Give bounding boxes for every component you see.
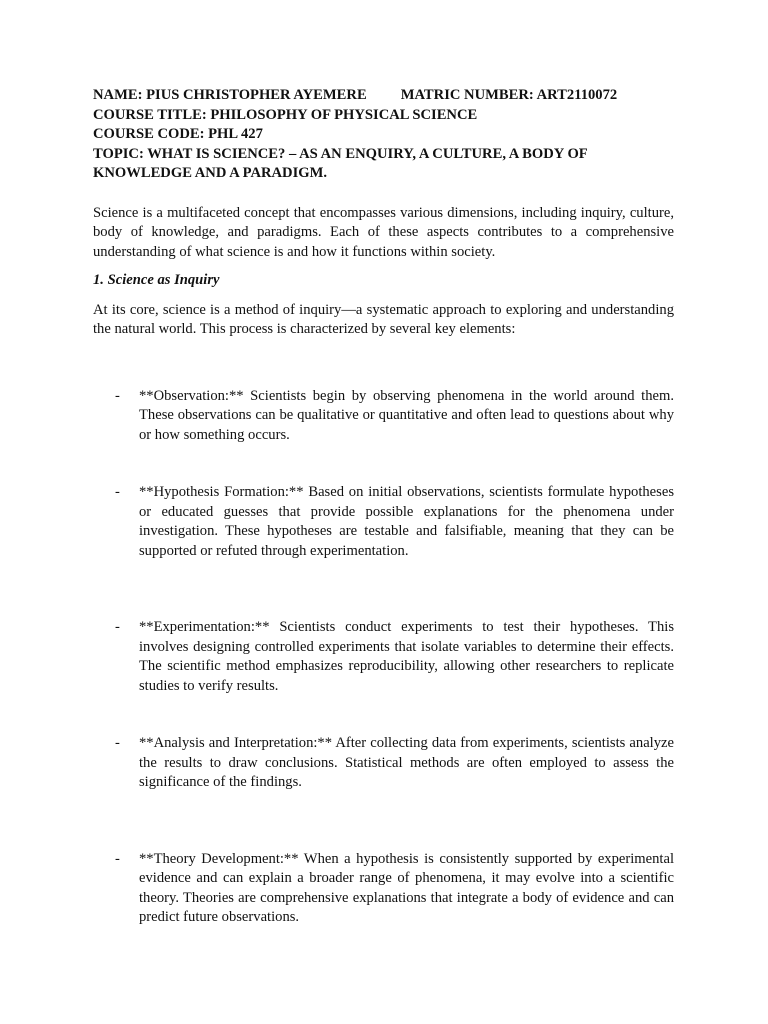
topic: TOPIC: WHAT IS SCIENCE? – AS AN ENQUIRY, A CULTURE, A BODY OF KNOWLEDGE AND A PARADIGM.	[93, 145, 588, 181]
list-item	[93, 850, 674, 928]
list-item	[93, 618, 674, 696]
list-item-text: **Hypothesis Formation:** Based on initial observations, scientists formulate hypotheses or educated guesses that provide possible explanations for the phenomena under investigation. These hypotheses are testable and falsifiable, meaning that they can be supported or refuted through experimentation.	[139, 484, 674, 559]
key-elements-list	[93, 387, 674, 928]
list-item-text: **Theory Development:** When a hypothesis is consistently supported by experimental evidence and can explain a broader range of phenomena, it may evolve into a scientific theory. Theories are comprehensive explanations that integrate a body of evidence and can predict future observations.	[139, 850, 674, 925]
bullet-dash: -	[115, 735, 120, 751]
bullet-dash: -	[115, 387, 120, 404]
course-code: COURSE CODE: PHL 427	[93, 126, 263, 142]
name-matric-line	[93, 86, 674, 106]
section-heading: 1. Science as Inquiry	[93, 272, 220, 288]
document-body	[93, 86, 674, 928]
intro-paragraph: Science is a multifaceted concept that encompasses various dimensions, including inquiry, culture, body of knowledge, and paradigms. Each of these aspects contributes to a comprehensive understanding of what science is and how it functions within society.	[93, 204, 674, 260]
bullet-dash: -	[115, 484, 120, 500]
document-header	[93, 86, 674, 184]
list-item	[93, 387, 674, 446]
bullet-dash: -	[115, 850, 120, 867]
course-title: COURSE TITLE: PHILOSOPHY OF PHYSICAL SCIENCE	[93, 106, 478, 123]
list-item-text: **Analysis and Interpretation:** After collecting data from experiments, scientists analyze the results to draw conclusions. Statistical methods are often employed to assess the significance of the findings.	[139, 735, 674, 790]
bullet-dash: -	[115, 619, 120, 635]
section-intro-paragraph: At its core, science is a method of inquiry—a systematic approach to exploring and understanding the natural world. This process is characterized by several key elements:	[93, 301, 674, 337]
list-item	[93, 734, 674, 793]
student-name: NAME: PIUS CHRISTOPHER AYEMERE	[93, 87, 367, 103]
list-item-text: **Experimentation:** Scientists conduct experiments to test their hypotheses. This involves designing controlled experiments that isolate variables to determine their effects. The scientific method emphasizes reproducibility, allowing other researchers to replicate studies to verify results.	[139, 619, 674, 694]
matric-number: MATRIC NUMBER: ART2110072	[400, 87, 618, 103]
list-item	[93, 483, 674, 561]
list-item-text: **Observation:** Scientists begin by observing phenomena in the world around them. These observations can be qualitative or quantitative and often lead to questions about why or how something occurs.	[139, 387, 674, 443]
